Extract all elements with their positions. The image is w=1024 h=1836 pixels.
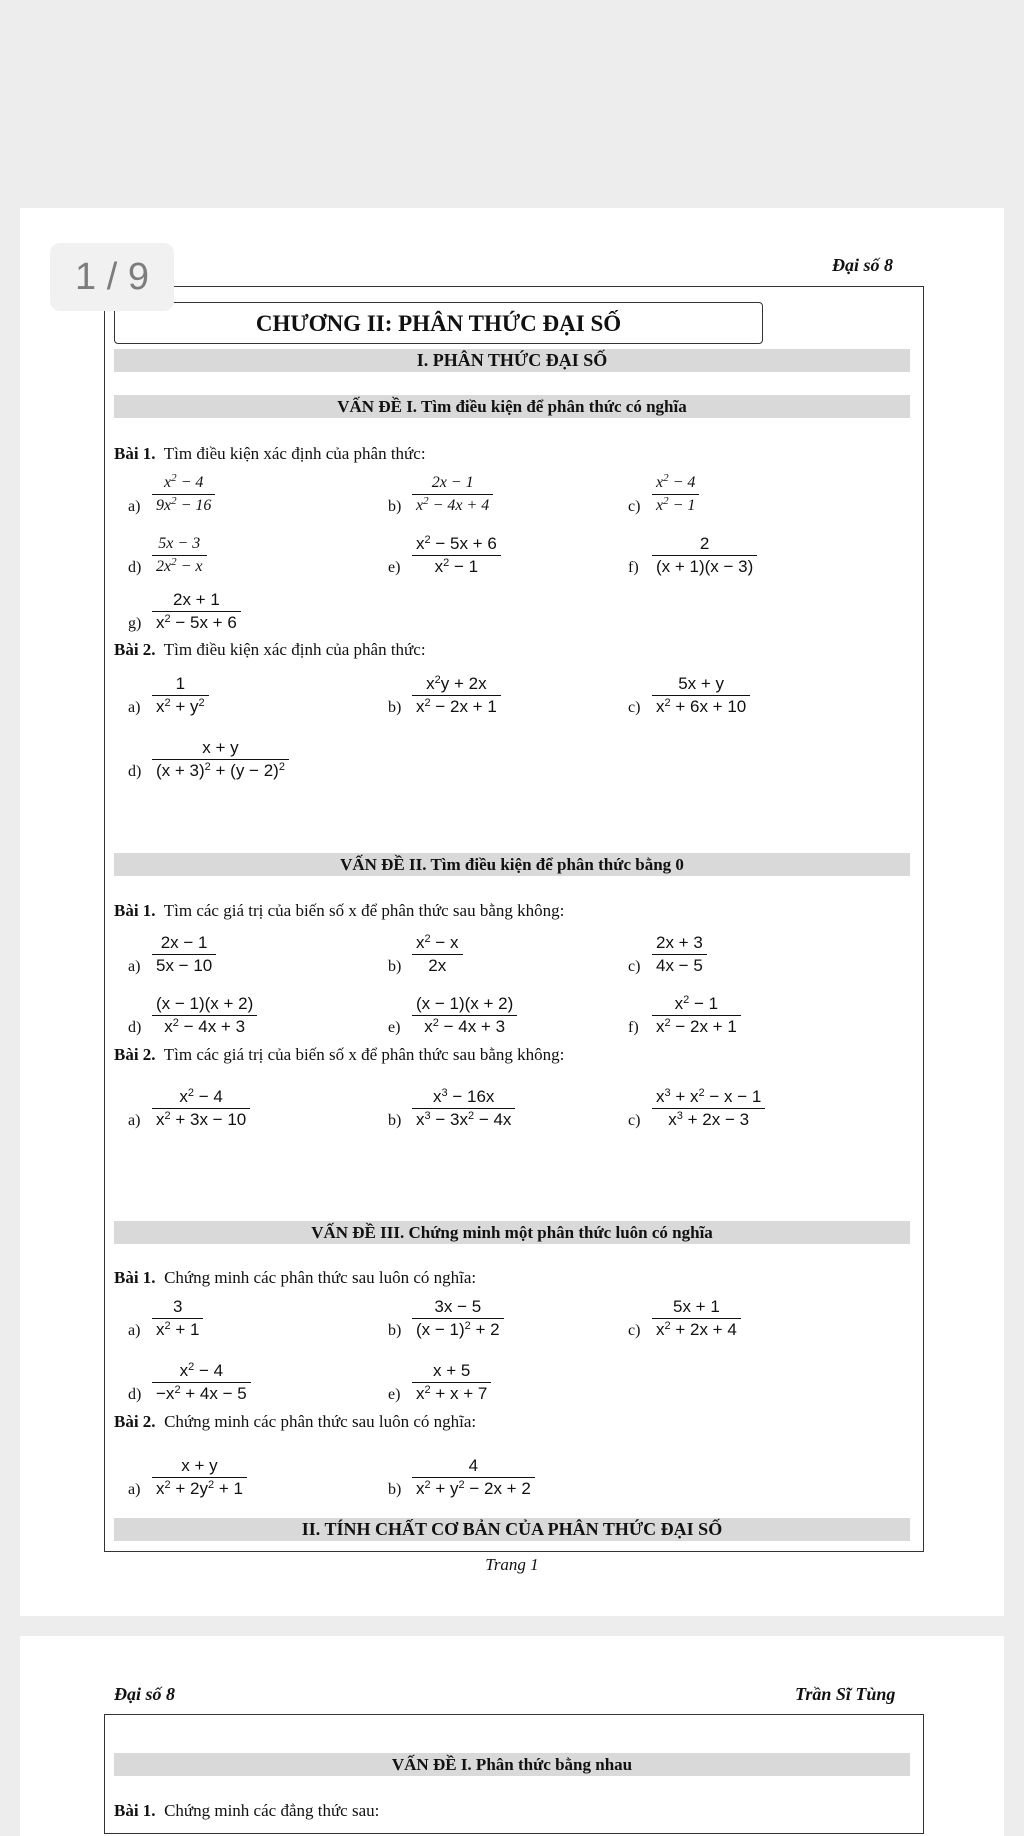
fraction [652,673,750,718]
van-de-heading: VẤN ĐỀ II. Tìm điều kiện để phân thức bằng 0 [114,853,910,876]
denominator: $x^2 - 2x + 1$ [656,1017,737,1036]
exercise-instruction: Tìm điều kiện xác định của phân thức: [163,640,426,659]
item-label: a) [128,498,141,515]
numerator: x + y [181,1456,218,1475]
denominator: $x^2 - 5x + 6$ [156,613,237,632]
page-header-left: Đại số 8 [114,1684,176,1704]
denominator: $x^2 + y^2 - 2x + 2$ [416,1479,531,1498]
fraction [412,533,501,578]
section-heading: I. PHÂN THỨC ĐẠI SỐ [114,349,910,372]
fraction [152,673,209,718]
exercise-label: Bài 1. [114,1801,156,1820]
item-label: a) [128,1322,141,1339]
item-label: f) [628,559,639,576]
denominator: $x^2 - 4x + 4$ [416,495,490,514]
item-label: b) [388,498,402,515]
exercise-heading [114,1801,379,1821]
item-label: d) [128,559,142,576]
exercise-instruction: Tìm các giá trị của biến số x để phân thức sau bằng không: [163,1045,565,1064]
item-label: b) [388,1481,402,1498]
fraction [412,1086,515,1131]
numerator: $x^2 - 4$ [179,1087,223,1106]
exercise-heading [114,1412,476,1432]
numerator: 5x + y [678,674,725,693]
numerator: $x^2 - 1$ [674,994,719,1013]
denominator: $x^2 + 1$ [156,1320,200,1339]
item-label: c) [628,498,641,515]
numerator: $x^2 - 4$ [164,472,204,491]
page-header-right: Trần Sĩ Tùng [795,1684,896,1704]
fraction [412,472,493,517]
denominator: $x^2 - 4x + 3$ [424,1017,506,1036]
fraction [652,993,741,1038]
numerator: 3 [173,1297,183,1316]
numerator: 2x + 3 [656,933,703,952]
fraction [652,932,707,977]
denominator: $(x - 1)^2 + 2$ [416,1320,500,1339]
denominator: $x^2 + 6x + 10$ [656,697,747,716]
fraction [152,932,216,977]
numerator: (x − 1)(x + 2) [416,994,514,1013]
item-label: c) [628,958,641,975]
exercise-label: Bài 1. [114,901,156,920]
fraction [412,673,501,718]
numerator: $x^3 - 16x$ [433,1087,495,1106]
numerator: x + y [202,738,239,757]
van-de-heading: VẤN ĐỀ III. Chứng minh một phân thức luôn có nghĩa [114,1221,910,1244]
fraction [152,737,289,782]
numerator: 1 [175,674,186,693]
denominator: $x^2 - 2x + 1$ [416,697,497,716]
chapter-title: CHƯƠNG II: PHÂN THỨC ĐẠI SỐ [114,302,763,344]
fraction [152,1086,250,1131]
denominator: (x + 1)(x − 3) [656,557,754,576]
item-label: g) [128,615,142,632]
exercise-label: Bài 2. [114,1412,156,1431]
item-label: c) [628,1322,641,1339]
numerator: 2x − 1 [431,474,474,491]
item-label: b) [388,958,402,975]
fraction [152,472,215,517]
fraction [152,1360,251,1405]
denominator: $x^2 - 1$ [434,557,479,576]
item-label: b) [388,699,402,716]
fraction [652,533,757,578]
numerator: x + 5 [432,1361,471,1380]
numerator: $x^3 + x^2 - x - 1$ [656,1087,762,1106]
numerator: 5x + 1 [673,1297,720,1316]
fraction [412,1296,504,1341]
denominator: 5x − 10 [156,956,213,975]
exercise-label: Bài 2. [114,640,156,659]
denominator: $-x^2 + 4x - 5$ [156,1384,247,1403]
item-label: a) [128,699,141,716]
exercise-heading [114,901,564,921]
fraction [412,932,463,977]
exercise-instruction: Tìm điều kiện xác định của phân thức: [163,444,426,463]
denominator: $x^2 + x + 7$ [416,1384,488,1403]
exercise-label: Bài 1. [114,444,156,463]
exercise-instruction: Chứng minh các phân thức sau luôn có nghĩa: [164,1268,477,1287]
item-label: d) [128,1386,142,1403]
item-label: f) [628,1019,639,1036]
exercise-label: Bài 2. [114,1045,156,1064]
denominator: $x^2 + 2x + 4$ [656,1320,737,1339]
page-counter: 1 / 9 [50,243,174,311]
item-label: b) [388,1112,402,1129]
denominator: $x^2 + 2y^2 + 1$ [156,1479,243,1498]
denominator: 2x [428,956,447,975]
section-heading: II. TÍNH CHẤT CƠ BẢN CỦA PHÂN THỨC ĐẠI SỐ [114,1518,910,1541]
denominator: $x^2 - 1$ [656,495,696,514]
numerator: 3x − 5 [434,1297,482,1316]
numerator: $x^2 - x$ [416,933,459,952]
exercise-instruction: Tìm các giá trị của biến số x để phân thức sau bằng không: [163,901,565,920]
fraction [412,993,517,1038]
fraction [152,1455,247,1500]
numerator: 5x − 3 [158,535,201,552]
numerator: 2x + 1 [173,590,220,609]
item-label: a) [128,958,141,975]
fraction [152,993,257,1038]
denominator: $(x + 3)^2 + (y - 2)^2$ [156,761,285,780]
denominator: $x^2 - 4x + 3$ [164,1017,246,1036]
item-label: c) [628,1112,641,1129]
exercise-label: Bài 1. [114,1268,156,1287]
numerator: $x^2 - 4$ [179,1361,224,1380]
denominator: $9x^2 - 16$ [156,495,212,514]
numerator: $x^2 - 4$ [656,472,696,491]
denominator: 4x − 5 [656,956,703,975]
exercise-instruction: Chứng minh các đẳng thức sau: [164,1801,380,1820]
item-label: b) [388,1322,402,1339]
exercise-instruction: Chứng minh các phân thức sau luôn có nghĩa: [164,1412,477,1431]
numerator: (x − 1)(x + 2) [156,994,254,1013]
fraction [652,472,699,517]
fraction [652,1086,765,1131]
numerator: 2x − 1 [160,933,208,952]
fraction [152,533,207,578]
exercise-heading [114,640,426,660]
item-label: d) [128,763,142,780]
item-label: a) [128,1112,141,1129]
van-de-heading: VẤN ĐỀ I. Tìm điều kiện để phân thức có nghĩa [114,395,910,418]
item-label: c) [628,699,641,716]
fraction [152,1296,203,1341]
item-label: e) [388,559,401,576]
denominator: $x^3 + 2x - 3$ [668,1110,750,1129]
exercise-heading [114,1045,564,1065]
item-label: d) [128,1019,142,1036]
van-de-heading: VẤN ĐỀ I. Phân thức bằng nhau [114,1753,910,1776]
numerator: $x^2y + 2x$ [426,674,487,693]
item-label: e) [388,1386,401,1403]
denominator: $x^2 + y^2$ [156,697,205,716]
numerator: 4 [468,1456,479,1475]
item-label: a) [128,1481,141,1498]
exercise-heading [114,1268,476,1288]
exercise-heading [114,444,426,464]
fraction [652,1296,741,1341]
fraction [412,1455,535,1500]
fraction [152,589,241,634]
page-footer: Trang 1 [485,1555,539,1574]
denominator: $x^2 + 3x - 10$ [156,1110,247,1129]
page-header-right: Đại số 8 [832,255,894,275]
fraction [412,1360,491,1405]
denominator: $x^3 - 3x^2 - 4x$ [416,1110,512,1129]
numerator: 2 [699,534,710,553]
denominator: $2x^2 - x$ [156,556,203,575]
numerator: $x^2 - 5x + 6$ [416,534,497,553]
item-label: e) [388,1019,401,1036]
